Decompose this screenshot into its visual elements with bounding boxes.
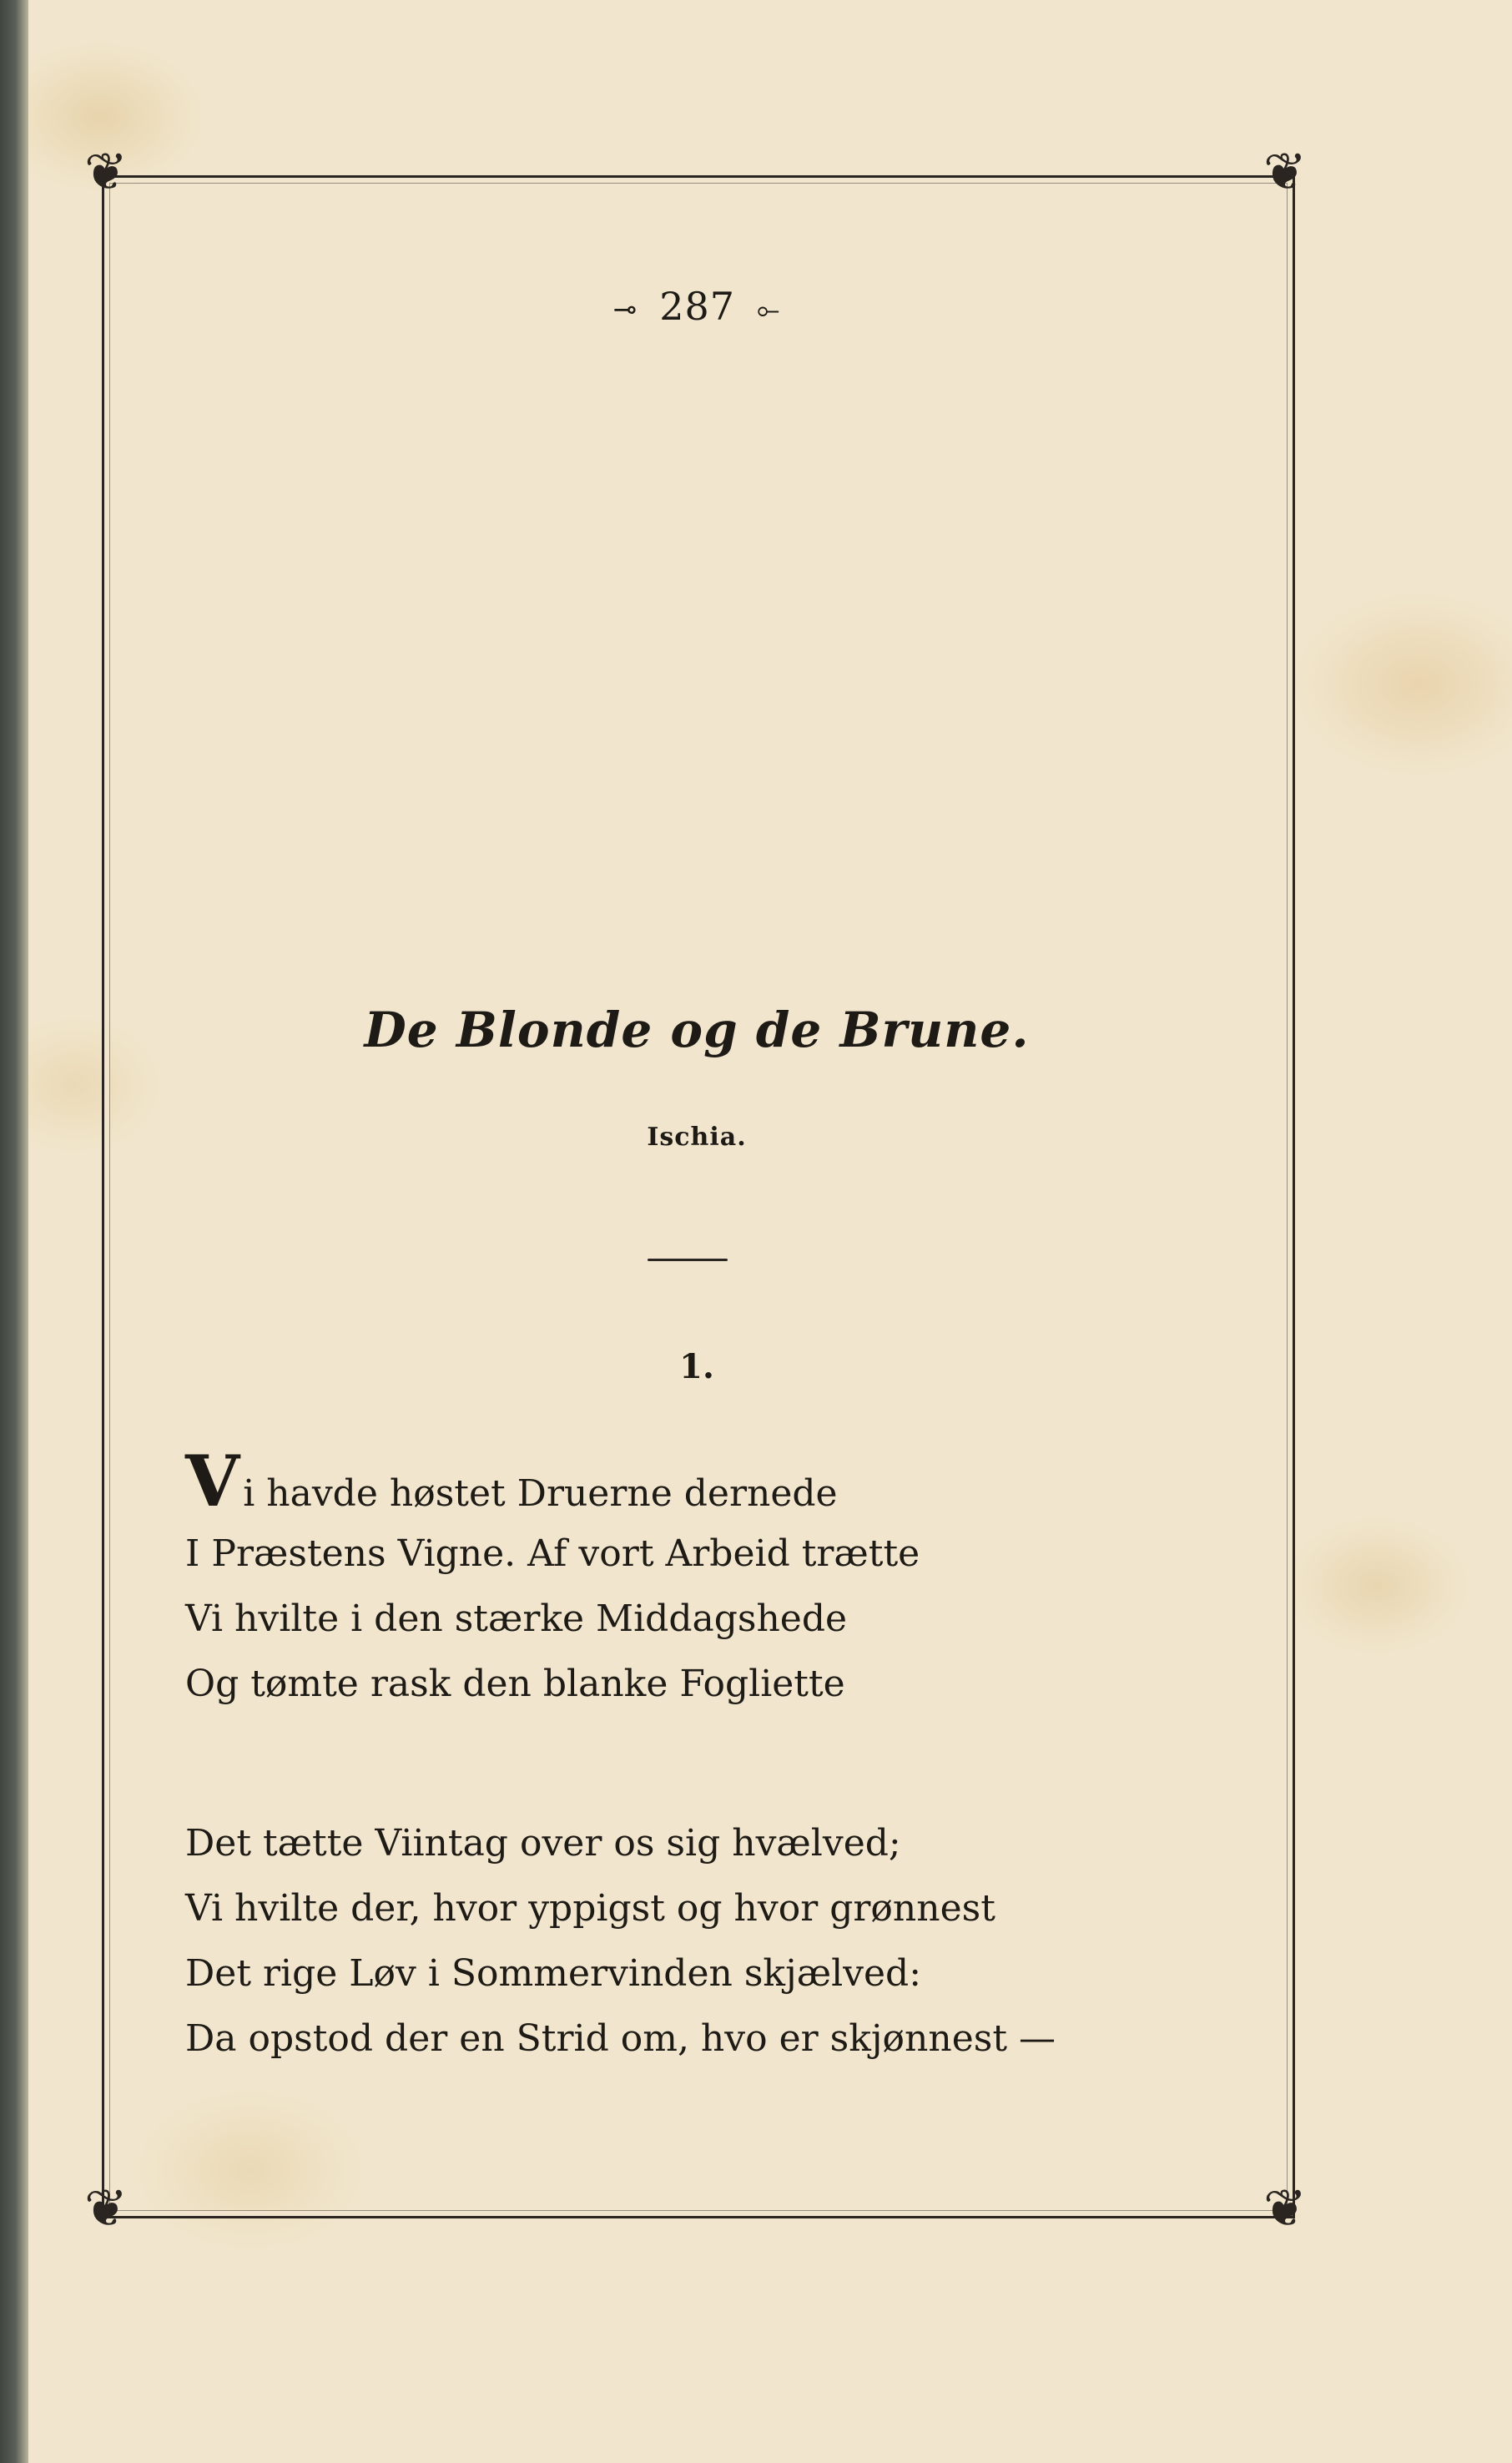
- verse-line: Da opstod der en Strid om, hvo er skjønnest —: [185, 2017, 1056, 2060]
- verse-line: Vi hvilte der, hvor yppigst og hvor grønnest: [185, 1887, 995, 1930]
- stanza: [185, 1811, 1228, 2072]
- verse-line: Vi hvilte i den stærke Middagshede: [185, 1597, 848, 1640]
- corner-ornament-icon: ❦: [1263, 141, 1307, 202]
- divider-rule: [648, 1259, 728, 1261]
- right-flourish-icon: ⟜: [757, 293, 781, 326]
- poem-title: De Blonde og de Brune.: [364, 1002, 1030, 1058]
- book-spine: [0, 0, 28, 2463]
- verse-line: Det tætte Viintag over os sig hvælved;: [185, 1822, 901, 1865]
- section-number: 1.: [679, 1347, 714, 1386]
- page-number-header: [0, 284, 1394, 329]
- corner-ornament-icon: ❦: [84, 2178, 128, 2238]
- verse-line: I Præstens Vigne. Af vort Arbeid trætte: [185, 1532, 920, 1575]
- corner-ornament-icon: ❦: [84, 141, 128, 202]
- stanza: [185, 1440, 1228, 1717]
- page-number: 287: [659, 284, 736, 329]
- verse-line: Vi havde høstet Druerne dernede: [185, 1440, 838, 1522]
- left-flourish-icon: ⊸: [612, 293, 638, 326]
- verse-line: Og tømte rask den blanke Fogliette: [185, 1663, 845, 1705]
- corner-ornament-icon: ❦: [1263, 2178, 1307, 2238]
- drop-cap: V: [185, 1440, 240, 1522]
- poem-subtitle: Ischia.: [647, 1123, 747, 1152]
- verse-line: Det rige Løv i Sommervinden skjælved:: [185, 1952, 922, 1995]
